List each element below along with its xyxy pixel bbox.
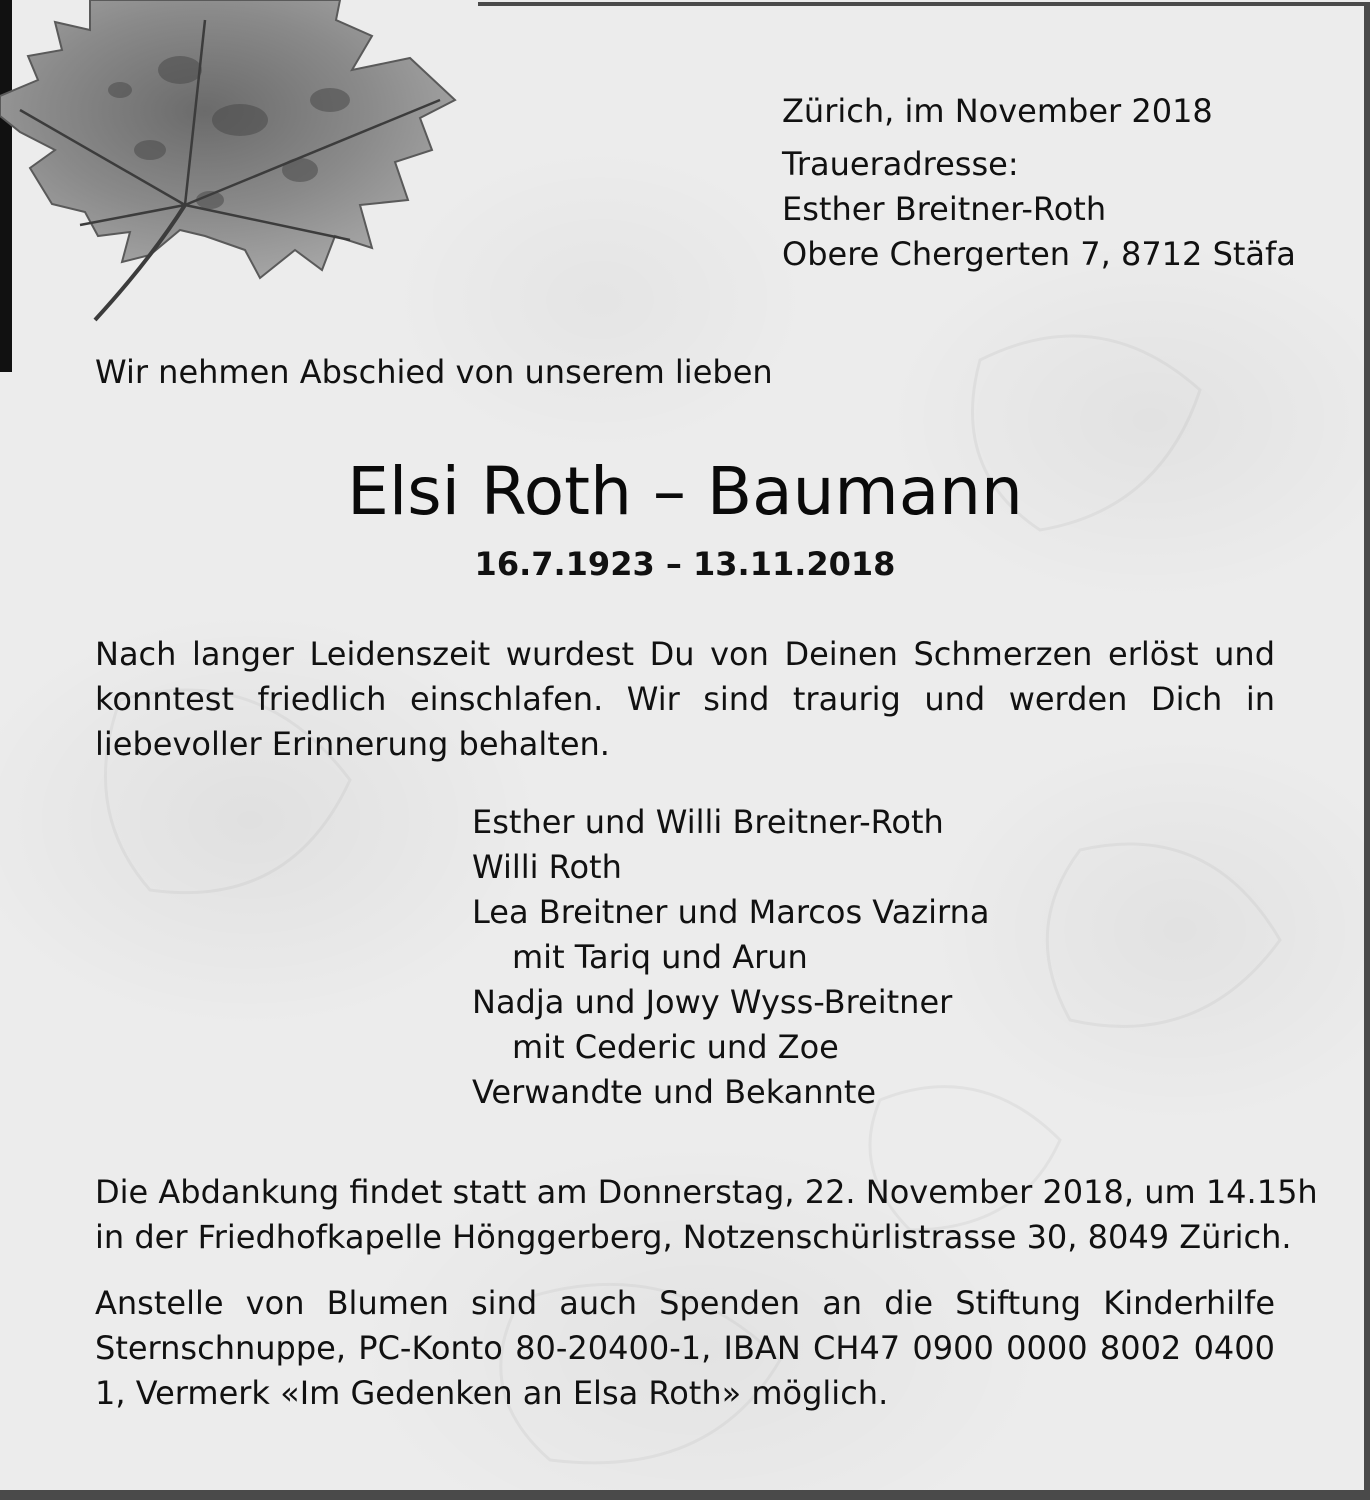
family-list xyxy=(472,800,989,1115)
service-info xyxy=(95,1170,1318,1260)
place-date: Zürich, im November 2018 xyxy=(782,92,1213,130)
family-member: Esther und Willi Breitner-Roth xyxy=(472,803,944,841)
header-block xyxy=(782,89,1296,277)
life-dates: 16.7.1923 – 13.11.2018 xyxy=(474,545,896,583)
condolence-message: Nach langer Leidenszeit wurdest Du von Deinen Schmerzen erlöst und konntest friedlich einschlafen. Wir sind traurig und werden Dich in liebevoller Erinnerung behalten. xyxy=(95,635,1275,763)
mourning-address xyxy=(782,142,1296,277)
frame-bottom-border xyxy=(0,1490,1370,1500)
address-street: Obere Chergerten 7, 8712 Stäfa xyxy=(782,235,1296,273)
frame-right-border xyxy=(1364,2,1370,1498)
family-member: mit Tariq und Arun xyxy=(512,938,808,976)
service-line: in der Friedhofkapelle Hönggerberg, Notzenschürlistrasse 30, 8049 Zürich. xyxy=(95,1218,1292,1256)
intro-line: Wir nehmen Abschied von unserem lieben xyxy=(95,353,773,391)
family-member: mit Cederic und Zoe xyxy=(512,1028,839,1066)
service-line: Die Abdankung findet statt am Donnerstag, 22. November 2018, um 14.15h xyxy=(95,1173,1318,1211)
family-member: Lea Breitner und Marcos Vazirna xyxy=(472,893,990,931)
maple-leaf-icon xyxy=(0,0,470,340)
family-member: Verwandte und Bekannte xyxy=(472,1073,877,1111)
family-member: Nadja und Jowy Wyss-Breitner xyxy=(472,983,953,1021)
family-member: Willi Roth xyxy=(472,848,622,886)
deceased-name: Elsi Roth – Baumann xyxy=(347,453,1023,530)
address-name: Esther Breitner-Roth xyxy=(782,190,1107,228)
address-label: Traueradresse: xyxy=(782,145,1019,183)
donation-note: Anstelle von Blumen sind auch Spenden an die Stiftung Kinderhilfe Sternschnuppe, PC-Konto 80-20400-1, IBAN CH47 0900 0000 8002 0400 1, Vermerk «Im Gedenken an Elsa Roth» möglich. xyxy=(95,1284,1275,1412)
frame-top-border xyxy=(478,2,1370,6)
